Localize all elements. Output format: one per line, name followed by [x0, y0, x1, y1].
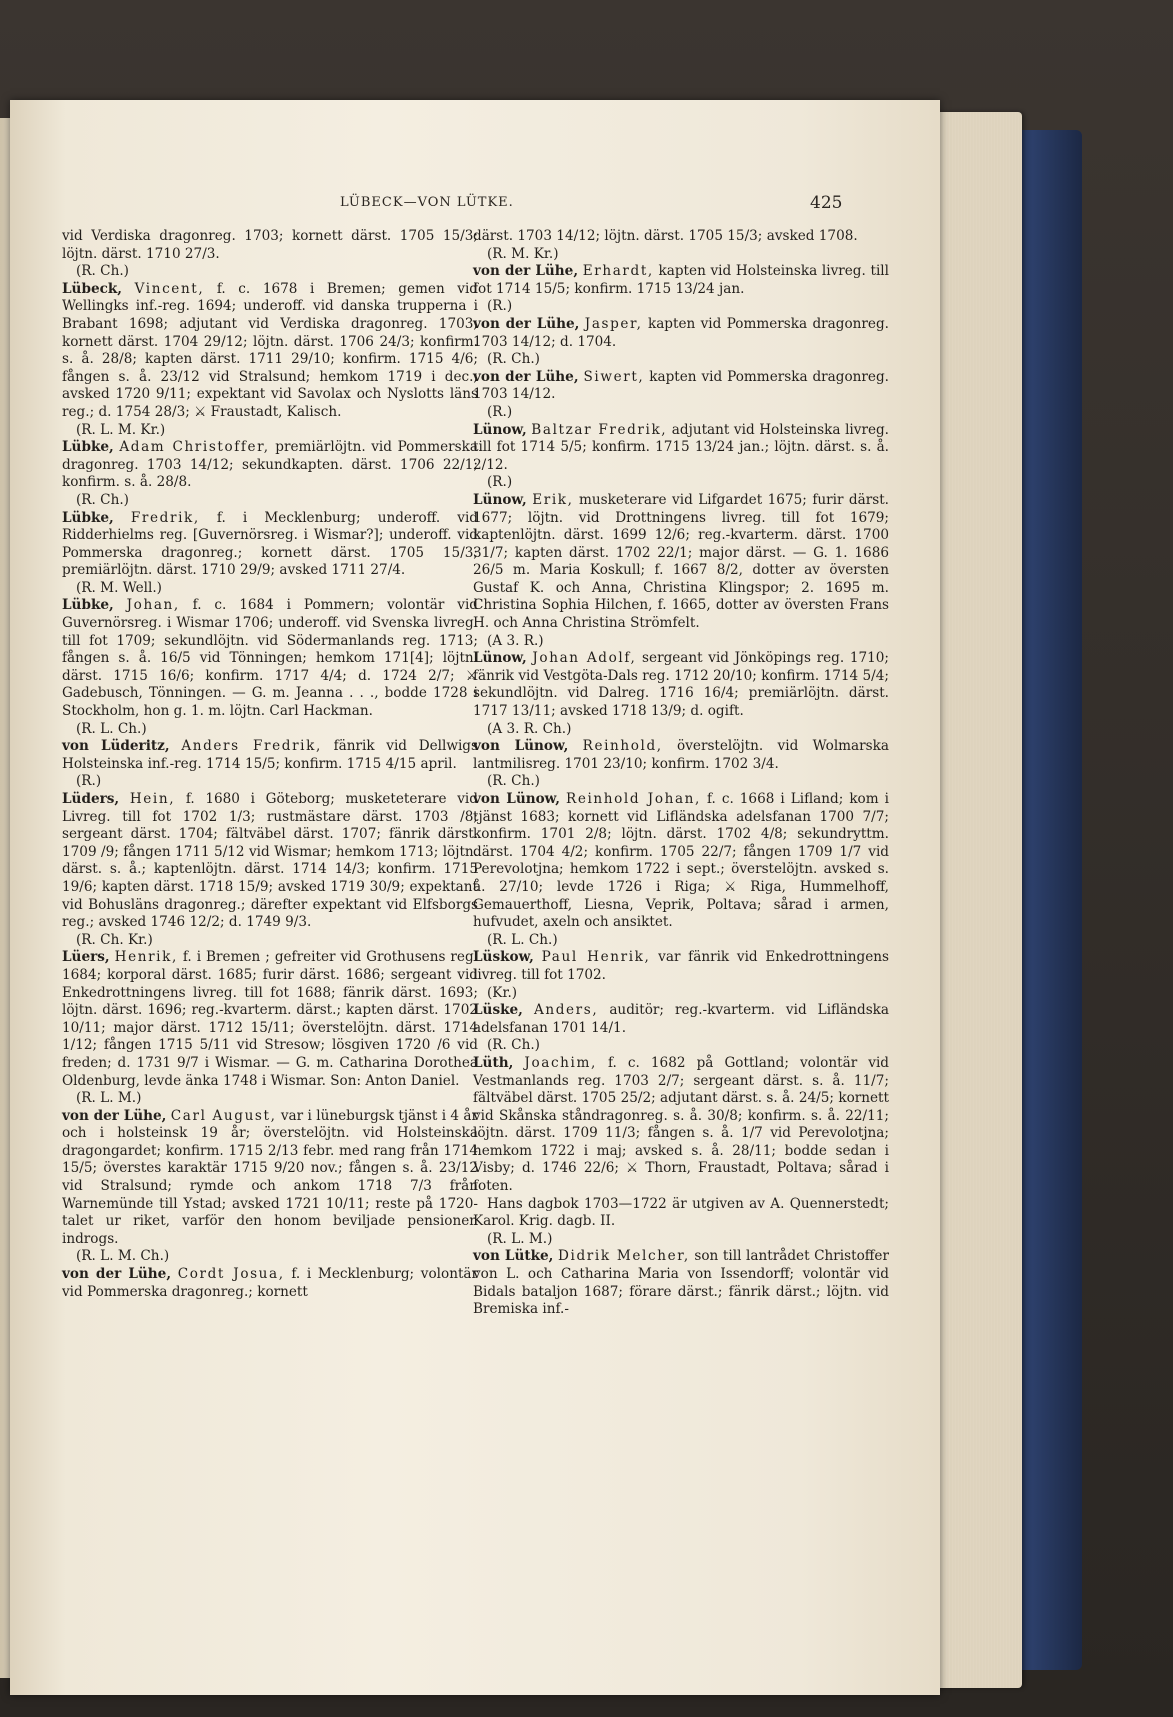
entry-surname: von der Lühe, [473, 368, 579, 385]
entry-text: kapten vid Pommerska dragonreg. 1703 14/12; d. 1704. [473, 315, 889, 350]
entry-surname: Lübke, [62, 509, 114, 526]
register-entry [473, 492, 889, 650]
entry-text: f. i Bremen ; gefreiter vid Grothusens reg. 1684; korporal därst. 1685; furir därst. 1686; sergeant vid Enkedrottningens livreg. till fot 1688; fänrik därst. 1693; löjtn. därst. 1696; reg.-kvarterm. därst.; kapten därst. 1702 10/11; major därst. 1712 15/11; överstelöjtn. därst. 1714 1/12; fången 1715 5/11 vid Stresow; lösgiven 1720 /6 vid freden; d. 1731 9/7 i Wismar. — G. m. Catharina Dorothea Oldenburg, levde änka 1748 i Wismar. Son: Anton Daniel. [62, 949, 478, 1089]
entry-text: f. c. 1682 på Gottland; volontär vid Vestmanlands reg. 1703 2/7; sergeant därst. s. å. 11/7; fältväbel därst. 1705 25/2; adjutant därst. s. å. 24/5; kornett vid Skånska ståndragonreg. s. å. 30/8; konfirm. s. å. 22/11; löjtn. därst. 1709 11/3; fången s. å. 1/7 vid Perevolotjna; hemkom 1722 i maj; avsked s. å. 28/11; bodde sedan i Visby; d. 1746 22/6; ⚔ Thorn, Fraustadt, Poltava; sårad i foten. [473, 1054, 889, 1195]
running-head: LÜBECK—VON LÜTKE. [340, 195, 514, 210]
entry-surname: von Lünow, [473, 791, 560, 807]
entry-text: var i lüneburgsk tjänst i 4 år och i holsteinsk 19 år; överstelöjtn. vid Holsteinska dragongardet; konfirm. 1715 2/13 febr. med rang från 1714 15/5; överstes karaktär 1715 9/20 nov.; fången s. å. 23/12 vid Stralsund; rymde och ankom 1718 7/3 från Warnemünde till Ystad; avsked 1721 10/11; reste på 1720-talet ur riket, varför den honom beviljade pensionen indrogs. [62, 1107, 479, 1247]
entry-text: därst. 1703 14/12; löjtn. därst. 1705 15/3; avsked 1708. [473, 228, 858, 244]
register-entry [473, 738, 889, 791]
register-entry [473, 1055, 889, 1249]
entry-given-name: Didrik Melcher, [558, 1248, 690, 1265]
entry-source-ref: (R. L. Ch.) [76, 720, 147, 737]
entry-surname: von der Lühe, [62, 1107, 167, 1124]
register-entry [62, 791, 478, 949]
entry-source-ref: (Kr.) [487, 984, 518, 1001]
left-column [62, 228, 478, 1301]
entry-text: var fänrik vid Enkedrottningens livreg. till fot 1702. [473, 949, 889, 983]
entry-source-ref: (R. L. M.) [76, 1090, 142, 1107]
register-entry [62, 281, 478, 439]
entry-given-name: Henrik, [114, 949, 178, 966]
register-entry [62, 439, 478, 509]
register-entry [62, 1108, 478, 1266]
entry-source-ref: (A 3. R.) [487, 632, 544, 649]
entry-given-name: Baltzar Fredrik, [531, 421, 668, 438]
entry-surname: von Lüderitz, [62, 738, 170, 755]
entry-text: fänrik vid Dellwigs Holsteinska inf.-reg. 1714 15/5; konfirm. 1715 4/15 april. [62, 738, 478, 772]
entry-text: auditör; reg.-kvarterm. vid Lifländska adelsfanan 1701 14/1. [473, 1002, 890, 1036]
entry-surname: von der Lühe, [473, 263, 579, 280]
register-entry [473, 369, 889, 422]
entry-given-name: Joachim, [524, 1054, 597, 1071]
entry-text: f. 1680 i Göteborg; musketeterare vid Livreg. till fot 1702 1/3; rustmästare därst. 1703 /8; sergeant därst. 1704; fältväbel därst. 1707; fänrik därst. 1709 /9; fången 1711 5/12 vid Wismar; hemkom 1713; löjtn. därst. s. å.; kaptenlöjtn. därst. 1714 14/3; konfirm. 1715 19/6; kapten därst. 1718 15/9; avsked 1719 30/9; expektant vid Bohusläns dragonreg.; därefter expektant vid Elfsborgs reg.; avsked 1746 12/2; d. 1749 9/3. [62, 791, 478, 931]
entry-source-ref: (A 3. R. Ch.) [487, 720, 572, 737]
entry-given-name: Erhardt, [582, 263, 654, 280]
entry-given-name: Johan, [126, 597, 180, 614]
register-entry [62, 228, 478, 281]
register-entry [62, 597, 478, 738]
entry-source-ref: (R. Ch.) [76, 491, 129, 508]
register-entry [62, 1266, 478, 1301]
entry-given-name: Cordt Josua, [177, 1266, 285, 1283]
entry-text: sergeant vid Jönköpings reg. 1710; fänrik vid Vestgöta-Dals reg. 1712 20/10; konfirm. 1714 5/4; sekundlöjtn. vid Dalreg. 1716 16/4; premiärlöjtn. därst. 1717 13/11; avsked 1718 13/9; d. ogift. [473, 650, 889, 720]
page-edges [930, 112, 1022, 1688]
entry-note: Hans dagbok 1703—1722 är utgiven av A. Quennerstedt; Karol. Krig. dagb. II. [473, 1195, 889, 1230]
register-entry [473, 263, 889, 316]
entry-text: premiärlöjtn. vid Pommerska dragonreg. 1703 14/12; sekundkapten. därst. 1706 22/1; konfirm. s. å. 28/8. [62, 439, 478, 491]
entry-surname: Lünow, [473, 421, 527, 438]
entry-surname: Lünow, [473, 491, 527, 508]
entry-given-name: Adam Christoffer, [119, 439, 270, 456]
entry-source-ref: (R. Ch.) [487, 1037, 540, 1054]
register-entry [473, 316, 889, 369]
entry-source-ref: (R. Ch.) [487, 773, 540, 790]
book-page [10, 100, 940, 1695]
entry-given-name: Reinhold Johan, [566, 791, 701, 807]
entry-surname: Lüske, [473, 1002, 523, 1019]
entry-surname: Lüders, [62, 791, 120, 807]
entry-surname: Lünow, [473, 650, 527, 667]
entry-given-name: Anders, [533, 1002, 599, 1019]
entry-surname: von der Lühe, [473, 315, 580, 332]
entry-surname: Lüskow, [473, 949, 534, 966]
register-entry [62, 738, 478, 791]
entry-source-ref: (R. M. Well.) [76, 579, 162, 596]
entry-source-ref: (R. M. Kr.) [487, 245, 559, 262]
entry-surname: von der Lühe, [62, 1266, 172, 1283]
register-entry [473, 1248, 889, 1318]
page-header [10, 195, 940, 219]
entry-source-ref: (R. Ch. Kr.) [76, 931, 153, 948]
entry-text: f. c. 1678 i Bremen; gemen vid Wellingks inf.-reg. 1694; underoff. vid danska trupperna i Brabant 1698; adjutant vid Verdiska dragonreg. 1703; kornett därst. 1704 29/12; löjtn. därst. 1706 24/3; konfirm. s. å. 28/8; kapten därst. 1711 29/10; konfirm. 1715 4/6; fången s. å. 23/12 vid Stralsund; hemkom 1719 i dec.; avsked 1720 9/11; expektant vid Savolax och Nyslotts läns reg.; d. 1754 28/3; ⚔ Fraustadt, Kalisch. [62, 280, 479, 420]
entry-given-name: Carl August, [170, 1107, 277, 1124]
entry-text: vid Verdiska dragonreg. 1703; kornett därst. 1705 15/3; löjtn. därst. 1710 27/3. [62, 228, 478, 262]
entry-given-name: Jasper, [584, 315, 643, 332]
entry-source-ref: (R.) [76, 773, 102, 790]
entry-text: f. i Mecklenburg; volontär vid Pommerska dragonreg.; kornett [62, 1266, 479, 1300]
register-entry [62, 510, 478, 598]
page-number: 425 [810, 193, 843, 213]
register-entry [473, 791, 889, 949]
entry-given-name: Erik, [532, 491, 574, 508]
entry-given-name: Fredrik, [130, 509, 200, 526]
register-entry [473, 1002, 889, 1055]
register-entry [62, 949, 478, 1107]
entry-given-name: Johan Adolf, [532, 650, 637, 667]
entry-text: f. i Mecklenburg; underoff. vid Ridderhielms reg. [Guvernörsreg. i Wismar?]; underoff. vid Pommerska dragonreg.; kornett därst. 1705 15/3; premiärlöjtn. därst. 1710 29/9; avsked 1711 27/4. [62, 509, 479, 579]
entry-surname: Lüers, [62, 949, 110, 966]
entry-surname: Lübke, [62, 597, 114, 614]
register-entry [473, 650, 889, 738]
entry-surname: Lüth, [473, 1054, 514, 1071]
entry-text: adjutant vid Holsteinska livreg. till fot 1714 5/5; konfirm. 1715 13/24 jan.; löjtn. därst. s. å. 2/12. [473, 421, 890, 473]
entry-given-name: Vincent, [134, 280, 205, 297]
entry-surname: Lübke, [62, 439, 114, 456]
entry-source-ref: (R. L. Ch.) [487, 931, 558, 948]
entry-surname: von Lütke, [473, 1248, 554, 1265]
entry-given-name: Anders Fredrik, [181, 738, 322, 755]
register-entry [473, 228, 889, 263]
entry-source-ref: (R. Ch.) [487, 351, 540, 368]
entry-source-ref: (R. L. M.) [487, 1230, 553, 1247]
entry-given-name: Paul Henrik, [541, 949, 651, 966]
entry-text: överstelöjtn. vid Wolmarska lantmilisreg. 1701 23/10; konfirm. 1702 3/4. [473, 738, 889, 772]
entry-text: kapten vid Holsteinska livreg. till fot 1714 15/5; konfirm. 1715 13/24 jan. [473, 263, 890, 297]
register-entry [473, 422, 889, 492]
entry-source-ref: (R. Ch.) [76, 263, 129, 280]
entry-surname: von Lünow, [473, 738, 569, 755]
entry-given-name: Siwert, [583, 368, 645, 385]
entry-text: musketerare vid Lifgardet 1675; furir därst. 1677; löjtn. vid Drottningens livreg. till fot 1679; kaptenlöjtn. därst. 1699 12/6; reg.-kvarterm. därst. 1700 31/7; kapten därst. 1702 22/1; major därst. — G. 1. 1686 26/5 m. Maria Koskull; f. 1667 8/2, dotter av översten Gustaf K. och Anna, Christina Klingspor; 2. 1695 m. Christina Sophia Hilchen, f. 1665, dotter av översten Frans H. och Anna Christina Strömfelt. [473, 491, 889, 632]
entry-text: f. c. 1668 i Lifland; kom i tjänst 1683; kornett vid Lifländska adelsfanan 1700 7/7; konfirm. 1701 2/8; löjtn. därst. 1702 4/8; sekundryttm. därst. 1704 4/2; konfirm. 1705 22/7; fången 1709 1/7 vid Perevolotjna; hemkom 1722 i sept.; överstelöjtn. avsked s. å. 27/10; levde 1726 i Riga; ⚔ Riga, Hummelhoff, Gemauerthoff, Liesna, Veprik, Poltava; sårad i armen, hufvudet, axeln och ansiktet. [473, 791, 889, 931]
entry-source-ref: (R. L. M. Kr.) [76, 421, 166, 438]
register-entry [473, 949, 889, 1002]
entry-source-ref: (R.) [487, 474, 513, 491]
entry-given-name: Hein, [129, 791, 176, 807]
entry-surname: Lübeck, [62, 280, 123, 297]
entry-source-ref: (R.) [487, 298, 513, 315]
right-column [473, 228, 889, 1319]
entry-text: kapten vid Pommerska dragonreg. 1703 14/12. [473, 368, 889, 403]
entry-given-name: Reinhold, [582, 738, 663, 755]
entry-text: son till lantrådet Christoffer von L. och Catharina Maria von Issendorff; volontär vid Bidals bataljon 1687; förare därst.; fänrik därst.; löjtn. vid Bremiska inf.- [473, 1248, 889, 1318]
entry-text: f. c. 1684 i Pommern; volontär vid Guvernörsreg. i Wismar 1706; underoff. vid Svenska livreg. till fot 1709; sekundlöjtn. vid Södermanlands reg. 1713; fången s. å. 16/5 vid Tönningen; hemkom 171[4]; löjtn. därst. 1715 16/6; konfirm. 1717 4/4; d. 1724 2/7; ⚔ Gadebusch, Tönningen. — G. m. Jeanna . . ., bodde 1728 i Stockholm, hon g. 1. m. löjtn. Carl Hackman. [62, 597, 478, 720]
entry-source-ref: (R. L. M. Ch.) [76, 1248, 170, 1265]
entry-source-ref: (R.) [487, 403, 513, 420]
